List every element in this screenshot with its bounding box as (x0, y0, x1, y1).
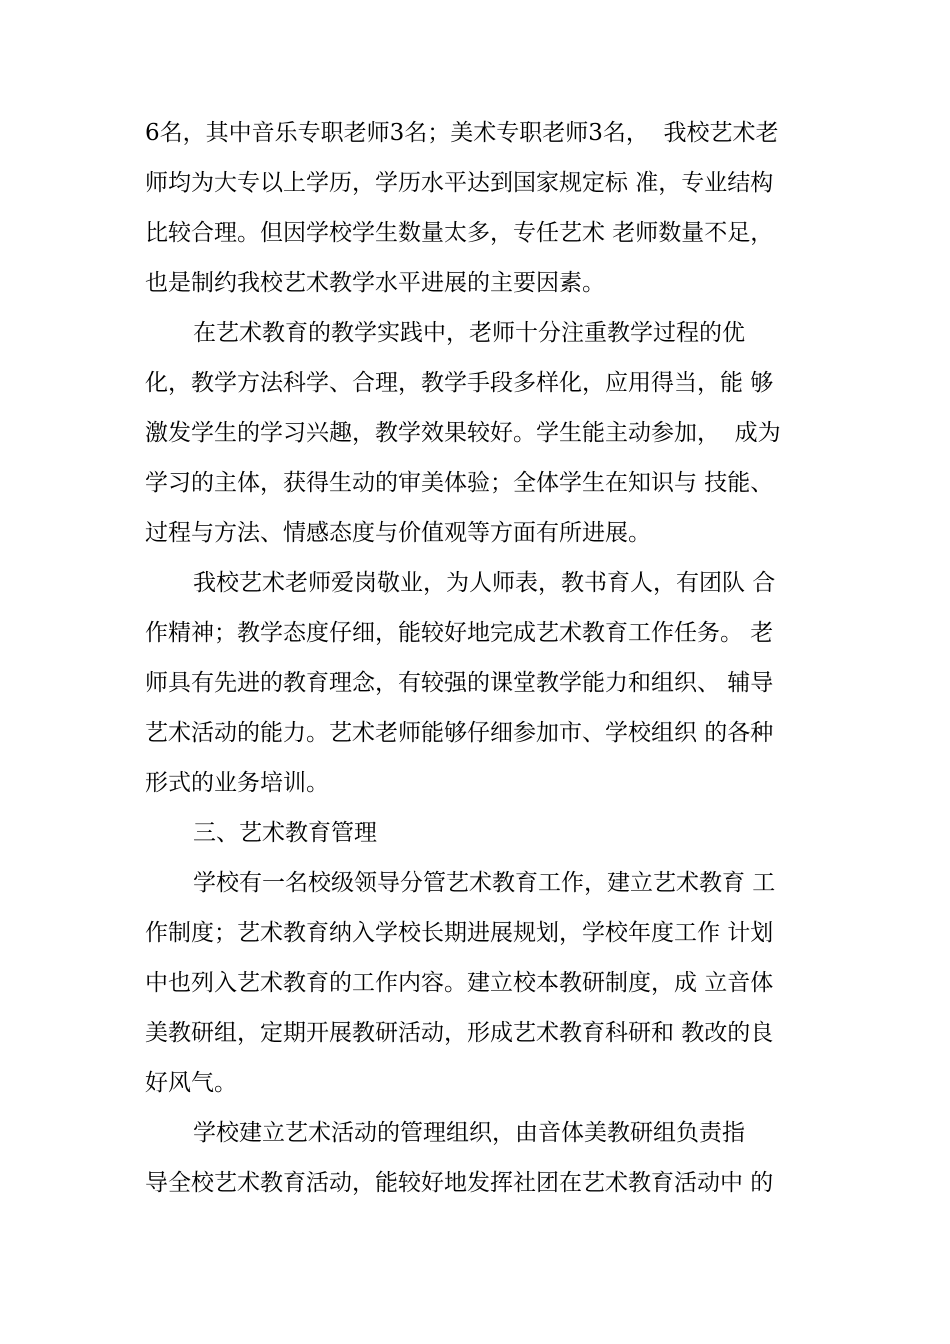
body-text-line: 好风气。 (145, 1070, 237, 1096)
body-text-line: 在艺术教育的教学实践中，老师十分注重教学过程的优 (193, 320, 745, 346)
body-text-line: 师均为大专以上学历，学历水平达到国家规定标 准，专业结构 (145, 170, 774, 196)
body-text-line: 比较合理。但因学校学生数量太多，专任艺术 老师数量不足， (145, 220, 774, 246)
body-text-line: 作精神；教学态度仔细，能较好地完成艺术教育工作任务。 老 (145, 620, 774, 646)
section-heading: 三、艺术教育管理 (193, 820, 377, 846)
body-text-line: 过程与方法、情感态度与价值观等方面有所进展。 (145, 520, 651, 546)
body-text-line: 作制度；艺术教育纳入学校长期进展规划，学校年度工作 计划 (145, 920, 774, 946)
body-text-line: 形式的业务培训。 (145, 770, 329, 796)
body-text-line: 艺术活动的能力。艺术老师能够仔细参加市、学校组织 的各种 (145, 720, 774, 746)
body-text-line: 我校艺术老师爱岗敬业，为人师表，教书育人，有团队 合 (193, 570, 776, 596)
body-text-line: 6名，其中音乐专职老师3名；美术专职老师3名， 我校艺术老 (145, 120, 779, 146)
body-text-line: 化，教学方法科学、合理，教学手段多样化，应用得当，能 够 (145, 370, 774, 396)
body-text-line: 学校建立艺术活动的管理组织，由音体美教研组负责指 (193, 1120, 745, 1146)
body-text-line: 也是制约我校艺术教学水平进展的主要因素。 (145, 270, 605, 296)
body-text-line: 中也列入艺术教育的工作内容。建立校本教研制度，成 立音体 (145, 970, 774, 996)
body-text-line: 师具有先进的教育理念，有较强的课堂教学能力和组织、 辅导 (145, 670, 774, 696)
body-text-line: 学习的主体，获得生动的审美体验；全体学生在知识与 技能、 (145, 470, 774, 496)
body-text-line: 学校有一名校级领导分管艺术教育工作，建立艺术教育 工 (193, 870, 776, 896)
body-text-line: 美教研组，定期开展教研活动，形成艺术教育科研和 教改的良 (145, 1020, 774, 1046)
body-text-line: 激发学生的学习兴趣，教学效果较好。学生能主动参加， 成为 (145, 420, 781, 446)
body-text-line: 导全校艺术教育活动，能较好地发挥社团在艺术教育活动中 的 (145, 1170, 774, 1196)
